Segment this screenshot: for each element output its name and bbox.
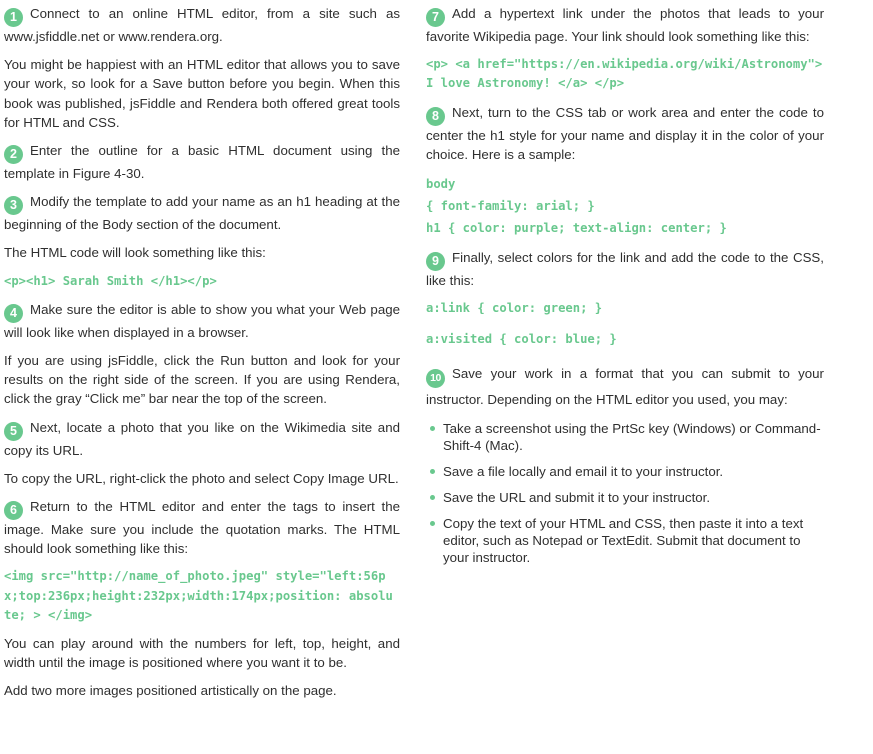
code-img-sample: <img src="http://name_of_photo.jpeg" style="left:56px;top:236px;height:232px;width:174px;position: absolute; > </img> [4,569,393,622]
step-number-badge: 1 [4,8,23,27]
step-number-badge: 7 [426,8,445,27]
step-6 [4,497,400,558]
code-line: body [426,177,456,192]
code-line: h1 { color: purple; text-align: center; } [426,221,727,236]
step-number-badge: 9 [426,252,445,271]
step-number-badge: 3 [4,196,23,215]
bullet-icon [430,495,435,500]
step-5 [4,418,400,460]
list-item: Copy the text of your HTML and CSS, then paste it into a text editor, such as Notepad or TextEdit. Submit that document to your instructor. [426,515,824,566]
list-item: Save a file locally and email it to your instructor. [426,463,824,480]
step-10 [426,362,824,411]
right-column [426,4,824,575]
step-text: Enter the outline for a basic HTML document using the template in Figure 4-30. [4,143,400,182]
step-number-badge: 4 [4,304,23,323]
step-3 [4,192,400,234]
step-7 [426,4,824,46]
paragraph-add-images: Add two more images positioned artistically on the page. [4,683,337,699]
bullet-icon [430,469,435,474]
step-2 [4,141,400,183]
step-text: Save your work in a format that you can submit to your instructor. Depending on the HTML editor you used, you may: [426,365,824,407]
paragraph-run-instructions: If you are using jsFiddle, click the Run button and look for your results on the right side of the screen. If you are using Rendera, click the gray “Click me” bar near the top of the screen. [4,353,400,407]
step-8 [426,103,824,164]
step-4 [4,300,400,342]
bullet-icon [430,521,435,526]
code-visited-color: a:visited { color: blue; } [426,332,617,347]
step-number-badge: 8 [426,107,445,126]
list-item: Take a screenshot using the PrtSc key (Windows) or Command-Shift-4 (Mac). [426,420,824,454]
code-link-sample: <p> <a href="https://en.wikipedia.org/wiki/Astronomy"> I love Astronomy! </a> </p> [426,57,823,91]
paragraph-copy-url: To copy the URL, right-click the photo and select Copy Image URL. [4,470,399,486]
step-number-badge: 5 [4,422,23,441]
code-link-color: a:link { color: green; } [426,301,603,316]
paragraph-html-code-intro: The HTML code will look something like this: [4,245,266,261]
paragraph-save-advice: You might be happiest with an HTML editor that allows you to save your work, so look for a Save button before you begin. When this book was published, jsFiddle and Rendera both offered great tools for HTML and CSS. [4,57,400,130]
step-number-badge: 2 [4,145,23,164]
step-number-badge: 6 [4,501,23,520]
step-text: Next, locate a photo that you like on the Wikimedia site and copy its URL. [4,419,400,458]
list-item: Save the URL and submit it to your instructor. [426,489,824,506]
step-9 [426,248,824,290]
code-css-sample [426,173,824,239]
code-h1-sample: <p><h1> Sarah Smith </h1></p> [4,273,217,288]
left-column [4,4,400,710]
step-text: Add a hypertext link under the photos that leads to your favorite Wikipedia page. Your link should look something like this: [426,6,824,44]
step-text: Connect to an online HTML editor, from a site such as www.jsfiddle.net or www.rendera.org. [4,6,400,44]
step-text: Modify the template to add your name as an h1 heading at the beginning of the Body section of the document. [4,194,400,233]
step-text: Return to the HTML editor and enter the tags to insert the image. Make sure you include the quotation marks. The HTML should look something like this: [4,499,400,557]
step-text: Finally, select colors for the link and add the code to the CSS, like this: [426,250,824,289]
step-1 [4,4,400,46]
paragraph-positioning: You can play around with the numbers for left, top, height, and width until the image is positioned where you want it to be. [4,636,400,671]
step-text: Make sure the editor is able to show you what your Web page will look like when displayed in a browser. [4,301,400,340]
code-line: { font-family: arial; } [426,199,595,214]
bullet-icon [430,426,435,431]
step-number-badge: 10 [426,369,445,388]
step-text: Next, turn to the CSS tab or work area and enter the code to center the h1 style for your name and display it in the color of your choice. Here is a sample: [426,104,824,162]
submission-options-list [426,420,824,566]
